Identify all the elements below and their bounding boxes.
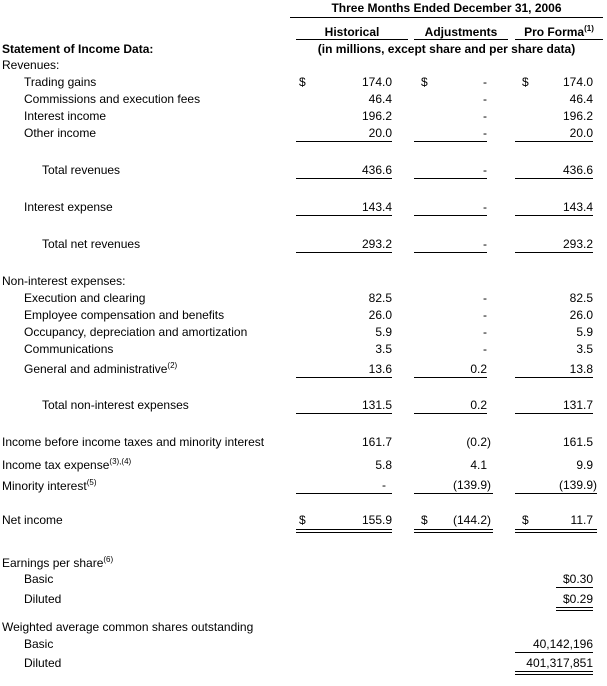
- pro-value: 161.5: [562, 435, 593, 449]
- adj-value: -: [483, 126, 487, 140]
- subtotal-rule: [414, 377, 487, 378]
- adj-value: 4.1: [470, 458, 487, 472]
- subtotal-rule: [414, 252, 487, 253]
- pro-value: 13.8: [569, 362, 593, 376]
- col-historical-header: Historical: [324, 25, 380, 39]
- shares-basic-label: Basic: [24, 637, 54, 651]
- col-historical-underline: [296, 39, 408, 40]
- currency-symbol: $: [299, 75, 306, 89]
- hist-value: 131.5: [361, 398, 392, 412]
- total-double-rule: [515, 671, 593, 675]
- revenues-heading: Revenues:: [2, 58, 60, 72]
- hist-value: 436.6: [361, 163, 392, 177]
- total-double-rule: [515, 529, 597, 533]
- col-adjustments-underline: [414, 39, 508, 40]
- subtotal-rule: [515, 252, 593, 253]
- hist-value: 13.6: [368, 362, 392, 376]
- col-proforma-header: Pro Forma$^{(1)}$: [524, 24, 594, 39]
- pro-value: 436.6: [562, 163, 593, 177]
- adj-value: (0.2): [466, 435, 491, 449]
- total-revenues-label: Total revenues: [42, 163, 121, 177]
- row-label: Trading gains: [24, 75, 97, 89]
- subtotal-rule: [414, 413, 487, 414]
- currency-symbol: $: [299, 513, 306, 527]
- total-double-rule: [414, 529, 493, 533]
- shares-heading: Weighted average common shares outstanding: [2, 620, 254, 634]
- pro-value: 82.5: [569, 291, 593, 305]
- pro-value: 20.0: [569, 126, 593, 140]
- eps-diluted-label: Diluted: [24, 592, 62, 606]
- row-label: Employee compensation and benefits: [24, 308, 225, 322]
- currency-symbol: $: [421, 513, 428, 527]
- adj-value: (144.2): [452, 513, 491, 527]
- hist-value: 20.0: [368, 126, 392, 140]
- adj-value: -: [483, 291, 487, 305]
- subtotal-rule: [296, 178, 392, 179]
- hist-value: 5.8: [375, 458, 392, 472]
- interest-expense-label: Interest expense: [24, 200, 113, 214]
- adj-value: -: [483, 200, 487, 214]
- pro-value: 26.0: [569, 308, 593, 322]
- eps-basic-value: $0.30: [562, 572, 593, 586]
- subtotal-rule: [296, 141, 392, 142]
- row-label: General and administrative$^{(2)}$: [24, 361, 178, 376]
- adj-value: -: [483, 308, 487, 322]
- eps-diluted-value: $0.29: [562, 592, 593, 606]
- subtotal-rule: [515, 413, 593, 414]
- subtotal-rule: [296, 377, 392, 378]
- pro-value: 46.4: [569, 92, 593, 106]
- units-note: (in millions, except share and per share data): [317, 42, 576, 56]
- hist-value: 143.4: [361, 200, 392, 214]
- adj-value: (139.9): [452, 478, 491, 492]
- total-expenses-label: Total non-interest expenses: [42, 398, 189, 412]
- pro-value: 131.7: [562, 398, 593, 412]
- adj-value: -: [483, 325, 487, 339]
- shares-diluted-value: 401,317,851: [526, 656, 593, 670]
- pro-value: 9.9: [576, 458, 593, 472]
- hist-value: 26.0: [368, 308, 392, 322]
- subtotal-rule: [515, 215, 593, 216]
- pro-value: 11.7: [570, 513, 593, 527]
- subtotal-rule: [414, 215, 487, 216]
- currency-symbol: $: [421, 75, 428, 89]
- hist-value: 46.4: [368, 92, 392, 106]
- total-double-rule: [556, 607, 593, 611]
- pro-value: 196.2: [562, 109, 593, 123]
- hist-value: 3.5: [375, 342, 392, 356]
- hist-value: 196.2: [361, 109, 392, 123]
- adj-value: -: [483, 109, 487, 123]
- adj-value: 0.2: [470, 362, 487, 376]
- subtotal-rule: [296, 252, 392, 253]
- minority-interest-label: Minority interest$^{(5)}$: [2, 478, 97, 493]
- eps-heading: Earnings per share$^{(6)}$: [2, 555, 114, 570]
- subtotal-rule: [515, 377, 593, 378]
- subtotal-rule: [414, 178, 487, 179]
- row-label: Interest income: [24, 109, 107, 123]
- pro-value: 174.0: [562, 75, 593, 89]
- subtotal-rule: [515, 178, 593, 179]
- col-proforma-underline: [515, 39, 603, 40]
- hist-value: 174.0: [361, 75, 392, 89]
- income-tax-label: Income tax expense$^{(3),(4)}$: [2, 457, 132, 472]
- row-label: Occupancy, depreciation and amortization: [24, 325, 248, 339]
- adj-value: 0.2: [470, 398, 487, 412]
- adj-value: -: [483, 75, 487, 89]
- pro-value: (139.9): [558, 478, 597, 492]
- row-label: Execution and clearing: [24, 291, 146, 305]
- subtotal-rule: [515, 141, 593, 142]
- pro-value: 293.2: [562, 237, 593, 251]
- subtotal-rule: [414, 493, 493, 494]
- currency-symbol: $: [522, 513, 529, 527]
- period-header: Three Months Ended December 31, 2006: [331, 1, 562, 15]
- pro-value: 3.5: [576, 342, 593, 356]
- currency-symbol: $: [522, 75, 529, 89]
- subtotal-rule: [515, 493, 597, 494]
- hist-value: 161.7: [361, 435, 392, 449]
- net-income-label: Net income: [2, 513, 63, 527]
- adj-value: -: [483, 342, 487, 356]
- eps-basic-label: Basic: [24, 572, 54, 586]
- hist-value: 5.9: [375, 325, 392, 339]
- subtotal-rule: [414, 141, 487, 142]
- period-underline: [290, 17, 603, 18]
- row-label: Other income: [24, 126, 97, 140]
- total-net-revenues-label: Total net revenues: [42, 237, 141, 251]
- row-label: Communications: [24, 342, 114, 356]
- pro-value: 5.9: [576, 325, 593, 339]
- adj-value: -: [483, 163, 487, 177]
- income-before-tax-label: Income before income taxes and minority interest: [2, 435, 265, 449]
- expenses-heading: Non-interest expenses:: [2, 274, 126, 288]
- subtotal-rule: [556, 587, 593, 588]
- pro-value: 143.4: [562, 200, 593, 214]
- hist-value: 82.5: [368, 291, 392, 305]
- hist-value: 155.9: [361, 513, 392, 527]
- section-title: Statement of Income Data:: [2, 42, 154, 56]
- total-double-rule: [296, 529, 392, 533]
- adj-value: -: [483, 237, 487, 251]
- col-adjustments-header: Adjustments: [424, 25, 498, 39]
- hist-value: -: [382, 478, 386, 492]
- subtotal-rule: [296, 493, 392, 494]
- subtotal-rule: [296, 215, 392, 216]
- row-label: Commissions and execution fees: [24, 92, 201, 106]
- subtotal-rule: [515, 652, 593, 653]
- shares-basic-value: 40,142,196: [532, 637, 593, 651]
- hist-value: 293.2: [361, 237, 392, 251]
- subtotal-rule: [296, 413, 392, 414]
- shares-diluted-label: Diluted: [24, 656, 62, 670]
- adj-value: -: [483, 92, 487, 106]
